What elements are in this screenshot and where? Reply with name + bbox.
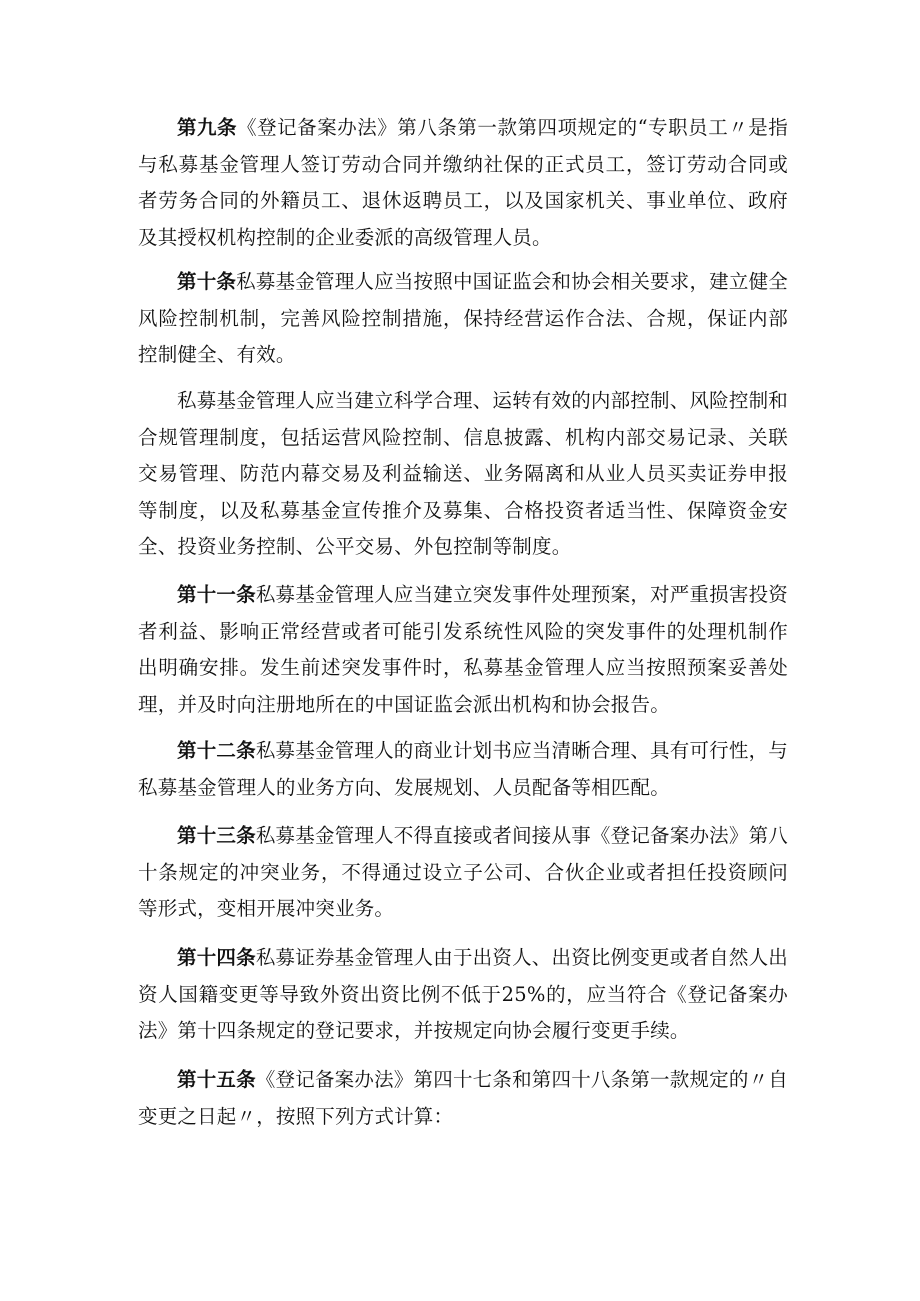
internal-control-paragraph xyxy=(138,383,788,566)
article-10-paragraph xyxy=(138,264,788,374)
article-12-paragraph xyxy=(138,733,788,806)
article-10-heading: 第十条 xyxy=(177,270,237,293)
article-14-text: 私募证券基金管理人由于出资人、出资比例变更或者自然人出资人国籍变更等导致外资出资比例不低于25%的，应当符合《登记备案办法》第十四条规定的登记要求，并按规定向协会履行变更手续。 xyxy=(138,946,788,1042)
article-11-paragraph xyxy=(138,577,788,723)
article-13-heading: 第十三条 xyxy=(177,824,256,847)
article-13-text: 私募基金管理人不得直接或者间接从事《登记备案办法》第八十条规定的冲突业务，不得通过设立子公司、合伙企业或者担任投资顾问等形式，变相开展冲突业务。 xyxy=(138,824,788,920)
article-14-paragraph xyxy=(138,940,788,1050)
article-15-heading: 第十五条 xyxy=(177,1068,256,1091)
article-9-paragraph xyxy=(138,110,788,256)
article-14-heading: 第十四条 xyxy=(177,946,256,969)
article-12-heading: 第十二条 xyxy=(177,739,256,762)
article-11-heading: 第十一条 xyxy=(177,583,256,606)
article-15-paragraph xyxy=(138,1062,788,1135)
article-11-text: 私募基金管理人应当建立突发事件处理预案，对严重损害投资者利益、影响正常经营或者可能引发系统性风险的突发事件的处理机制作出明确安排。发生前述突发事件时，私募基金管理人应当按照预案妥善处理，并及时向注册地所在的中国证监会派出机构和协会报告。 xyxy=(138,583,788,716)
article-15-text: 《登记备案办法》第四十七条和第四十八条第一款规定的〃自变更之日起〃，按照下列方式计算： xyxy=(138,1068,788,1128)
article-12-text: 私募基金管理人的商业计划书应当清晰合理、具有可行性，与私募基金管理人的业务方向、发展规划、人员配备等相匹配。 xyxy=(138,739,788,799)
article-9-text: 《登记备案办法》第八条第一款第四项规定的“专职员工〃是指与私募基金管理人签订劳动合同并缴纳社保的正式员工，签订劳动合同或者劳务合同的外籍员工、退休返聘员工，以及国家机关、事业单位、政府及其授权机构控制的企业委派的高级管理人员。 xyxy=(138,116,788,249)
article-9-heading: 第九条 xyxy=(177,116,238,139)
article-10-text: 私募基金管理人应当按照中国证监会和协会相关要求，建立健全风险控制机制，完善风险控制措施，保持经营运作合法、合规，保证内部控制健全、有效。 xyxy=(138,270,788,366)
article-13-paragraph xyxy=(138,818,788,928)
internal-control-text: 私募基金管理人应当建立科学合理、运转有效的内部控制、风险控制和合规管理制度，包括运营风险控制、信息披露、机构内部交易记录、关联交易管理、防范内幕交易及利益输送、业务隔离和从业人员买卖证券申报等制度，以及私募基金宣传推介及募集、合格投资者适当性、保障资金安全、投资业务控制、公平交易、外包控制等制度。 xyxy=(138,389,788,558)
